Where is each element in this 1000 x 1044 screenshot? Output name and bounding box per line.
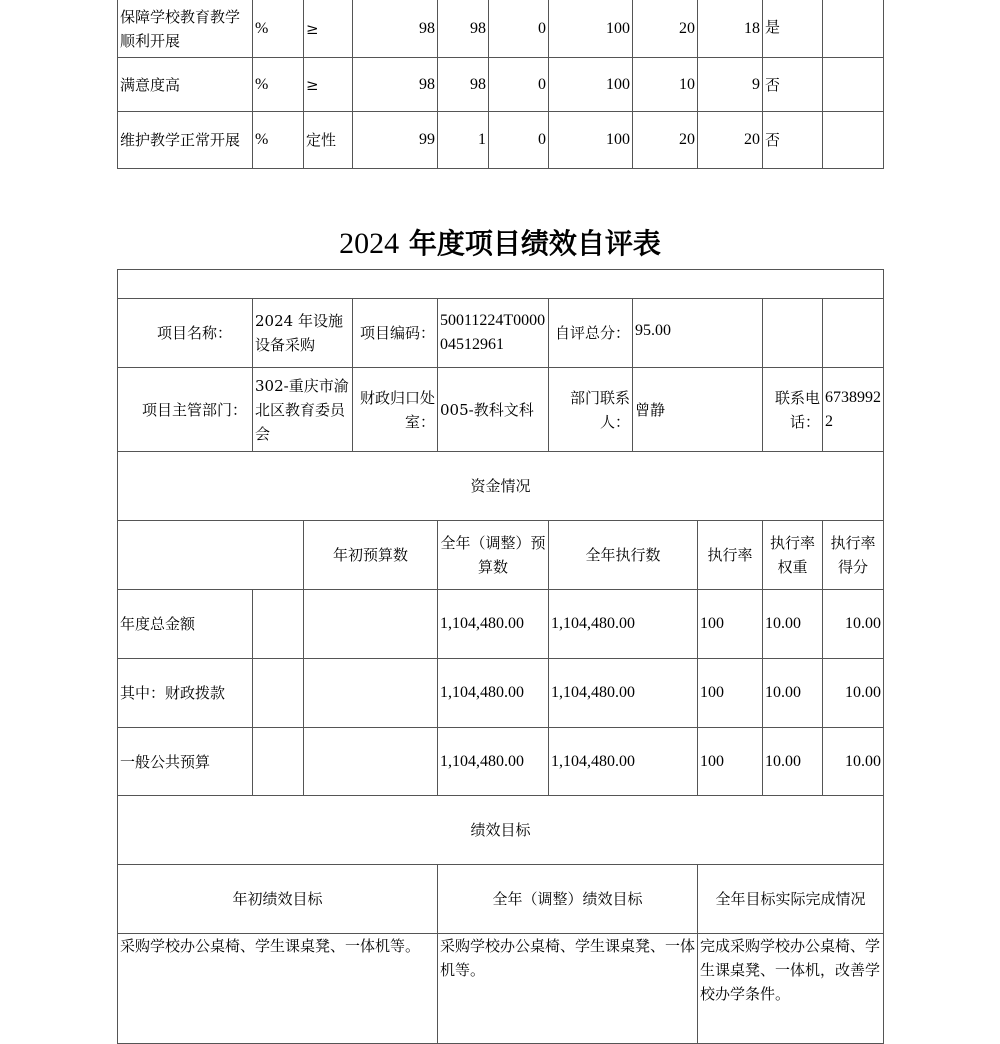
- table-row: [118, 58, 884, 112]
- funds-row: [118, 659, 884, 728]
- page-title: [0, 222, 1000, 262]
- blank-cell: [118, 270, 884, 299]
- funds-row-label: 年度总金额: [118, 590, 253, 659]
- self-evaluation-table: [117, 269, 884, 1044]
- empty-cell: [253, 659, 304, 728]
- empty-cell: [253, 590, 304, 659]
- funds-executed: 1,104,480.00: [549, 728, 698, 796]
- cell-value: 100: [549, 58, 633, 112]
- table-row: [118, 112, 884, 169]
- finance-label: 财政归口处室：: [353, 368, 438, 452]
- funds-adjusted: 1,104,480.00: [438, 659, 549, 728]
- cell-value: 98: [438, 58, 489, 112]
- funds-header-weight: 执行率权重: [763, 521, 823, 590]
- funds-initial: [304, 590, 438, 659]
- score-label: 自评总分：: [549, 299, 633, 368]
- funds-rate: 100: [698, 659, 763, 728]
- cell-value: 18: [698, 0, 763, 58]
- cell-flag: 否: [763, 58, 823, 112]
- finance-value: 005-教科文科: [438, 368, 549, 452]
- phone-value: 67389922: [823, 368, 884, 452]
- indicator-op: ≥: [304, 0, 353, 58]
- cell-value: 9: [698, 58, 763, 112]
- cell-flag: 是: [763, 0, 823, 58]
- indicator-unit: %: [253, 112, 304, 169]
- funds-header-executed: 全年执行数: [549, 521, 698, 590]
- indicator-op: 定性: [304, 112, 353, 169]
- dept-value: 302-重庆市渝北区教育委员会: [253, 368, 353, 452]
- funds-score: 10.00: [823, 728, 884, 796]
- indicator-name: 满意度高: [118, 58, 253, 112]
- cell-value: 0: [489, 112, 549, 169]
- cell-value: 20: [698, 112, 763, 169]
- cell-value: 98: [353, 0, 438, 58]
- funds-header-blank: [118, 521, 304, 590]
- cell-value: 0: [489, 0, 549, 58]
- cell-value: 1: [438, 112, 489, 169]
- project-name-value: 2024 年设施设备采购: [253, 299, 353, 368]
- dept-label: 项目主管部门：: [118, 368, 253, 452]
- empty-cell: [253, 728, 304, 796]
- indicator-name: 保障学校教育教学顺利开展: [118, 0, 253, 58]
- funds-row: [118, 728, 884, 796]
- cell-value: 0: [489, 58, 549, 112]
- project-code-label: 项目编码：: [353, 299, 438, 368]
- empty-cell: [763, 299, 823, 368]
- contact-label: 部门联系人：: [549, 368, 633, 452]
- funds-section-row: [118, 452, 884, 521]
- funds-weight: 10.00: [763, 659, 823, 728]
- project-code-value: 50011224T000004512961: [438, 299, 549, 368]
- goals-header-adjusted: 全年（调整）绩效目标: [438, 865, 698, 934]
- goals-header-actual: 全年目标实际完成情况: [698, 865, 884, 934]
- title-year: 2024: [339, 227, 400, 260]
- funds-initial: [304, 659, 438, 728]
- department-row: [118, 368, 884, 452]
- goals-adjusted: 采购学校办公桌椅、学生课桌凳、一体机等。: [438, 934, 698, 1044]
- indicator-unit: %: [253, 58, 304, 112]
- cell-note: [823, 112, 884, 169]
- cell-value: 98: [438, 0, 489, 58]
- cell-flag: 否: [763, 112, 823, 169]
- indicator-unit: %: [253, 0, 304, 58]
- funds-row-label: 一般公共预算: [118, 728, 253, 796]
- goals-content-row: [118, 934, 884, 1044]
- contact-value: 曾静: [633, 368, 763, 452]
- funds-initial: [304, 728, 438, 796]
- goals-initial: 采购学校办公桌椅、学生课桌凳、一体机等。: [118, 934, 438, 1044]
- title-text: 年度项目绩效自评表: [399, 227, 661, 260]
- funds-executed: 1,104,480.00: [549, 659, 698, 728]
- funds-rate: 100: [698, 728, 763, 796]
- funds-row: [118, 590, 884, 659]
- cell-value: 20: [633, 112, 698, 169]
- indicator-table: [117, 0, 884, 169]
- table-row: [118, 0, 884, 58]
- phone-label: 联系电话：: [763, 368, 823, 452]
- funds-section-title: 资金情况: [118, 452, 884, 521]
- funds-weight: 10.00: [763, 590, 823, 659]
- score-value: 95.00: [633, 299, 763, 368]
- cell-note: [823, 0, 884, 58]
- cell-note: [823, 58, 884, 112]
- funds-weight: 10.00: [763, 728, 823, 796]
- funds-header-initial: 年初预算数: [304, 521, 438, 590]
- cell-value: 100: [549, 0, 633, 58]
- funds-header-row: [118, 521, 884, 590]
- funds-row-label: 其中：财政拨款: [118, 659, 253, 728]
- funds-score: 10.00: [823, 659, 884, 728]
- funds-header-rate: 执行率: [698, 521, 763, 590]
- goals-header-initial: 年初绩效目标: [118, 865, 438, 934]
- goals-section-title: 绩效目标: [118, 796, 884, 865]
- funds-header-adjusted: 全年（调整）预算数: [438, 521, 549, 590]
- cell-value: 98: [353, 58, 438, 112]
- funds-score: 10.00: [823, 590, 884, 659]
- indicator-op: ≥: [304, 58, 353, 112]
- funds-adjusted: 1,104,480.00: [438, 728, 549, 796]
- cell-value: 10: [633, 58, 698, 112]
- empty-cell: [823, 299, 884, 368]
- cell-value: 100: [549, 112, 633, 169]
- funds-rate: 100: [698, 590, 763, 659]
- blank-row: [118, 270, 884, 299]
- goals-actual: 完成采购学校办公桌椅、学生课桌凳、一体机，改善学校办学条件。: [698, 934, 884, 1044]
- goals-header-row: [118, 865, 884, 934]
- indicator-name: 维护教学正常开展: [118, 112, 253, 169]
- cell-value: 99: [353, 112, 438, 169]
- funds-adjusted: 1,104,480.00: [438, 590, 549, 659]
- project-name-row: [118, 299, 884, 368]
- funds-header-score: 执行率得分: [823, 521, 884, 590]
- project-name-label: 项目名称：: [118, 299, 253, 368]
- cell-value: 20: [633, 0, 698, 58]
- goals-section-row: [118, 796, 884, 865]
- funds-executed: 1,104,480.00: [549, 590, 698, 659]
